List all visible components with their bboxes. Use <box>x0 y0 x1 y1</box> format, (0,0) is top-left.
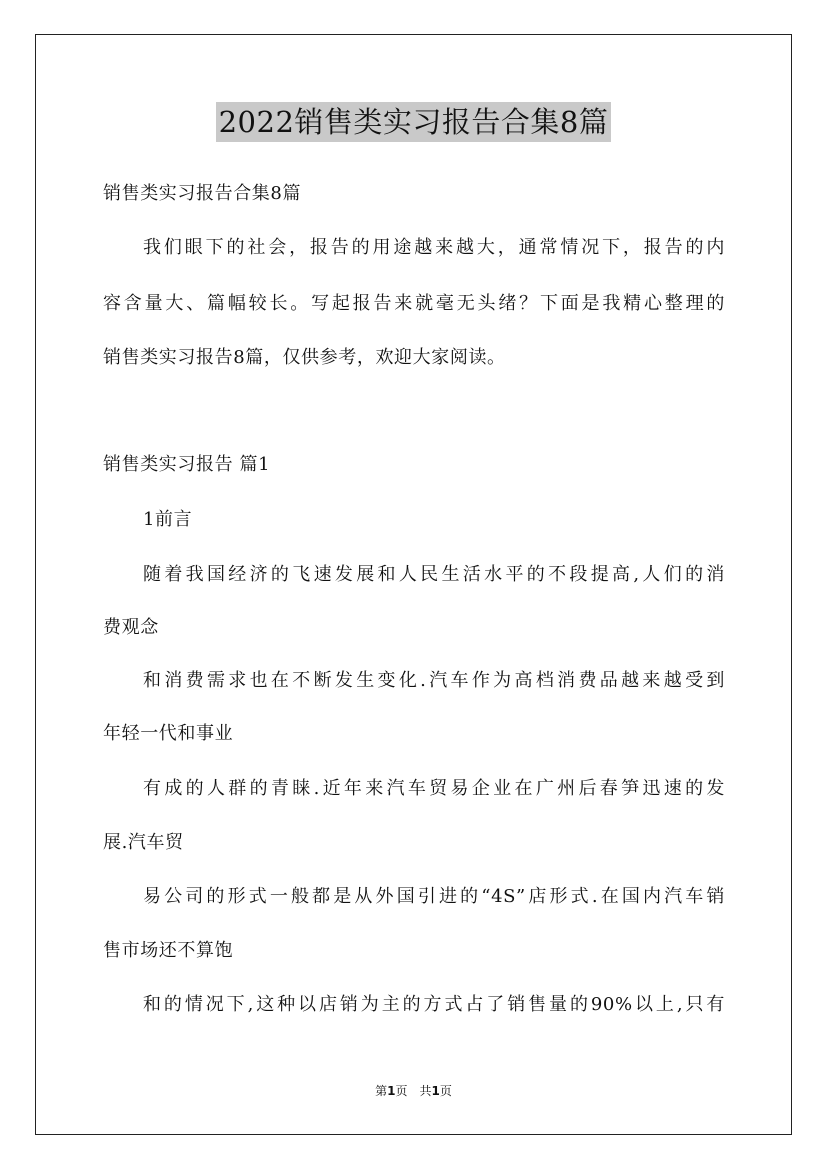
body-line-7: 易公司的形式一般都是从外国引进的“4S”店形式.在国内汽车销 <box>143 886 725 907</box>
body-line-5: 有成的人群的青睐.近年来汽车贸易企业在广州后春笋迅速的发 <box>143 778 725 799</box>
intro-line-1: 我们眼下的社会，报告的用途越来越大，通常情况下，报告的内 <box>143 237 725 258</box>
footer-mid: 页 共 <box>395 1084 432 1098</box>
body-line-4: 年轻一代和事业 <box>103 723 234 744</box>
body-line-9: 和的情况下,这种以店销为主的方式占了销售量的90%以上,只有 <box>143 994 725 1015</box>
body-line-6: 展.汽车贸 <box>103 832 184 853</box>
footer-suffix: 页 <box>439 1084 452 1098</box>
page-footer <box>0 1083 827 1099</box>
footer-page-current: 1 <box>387 1084 396 1098</box>
document-subtitle: 销售类实习报告合集8篇 <box>103 183 302 204</box>
footer-page-total: 1 <box>431 1084 440 1098</box>
body-line-1: 随着我国经济的飞速发展和人民生活水平的不段提高,人们的消 <box>143 564 725 585</box>
intro-line-2: 容含量大、篇幅较长。写起报告来就毫无头绪？下面是我精心整理的 <box>103 293 725 314</box>
intro-line-3: 销售类实习报告8篇，仅供参考，欢迎大家阅读。 <box>103 347 506 368</box>
footer-prefix: 第 <box>375 1084 388 1098</box>
section-heading: 销售类实习报告 篇1 <box>103 454 271 475</box>
title-container <box>0 102 827 142</box>
body-line-3: 和消费需求也在不断发生变化.汽车作为高档消费品越来越受到 <box>143 670 725 691</box>
body-line-8: 售市场还不算饱 <box>103 940 234 961</box>
sub-heading: 1前言 <box>143 509 193 530</box>
document-title: 2022销售类实习报告合集8篇 <box>216 102 612 142</box>
body-line-2: 费观念 <box>103 617 159 638</box>
